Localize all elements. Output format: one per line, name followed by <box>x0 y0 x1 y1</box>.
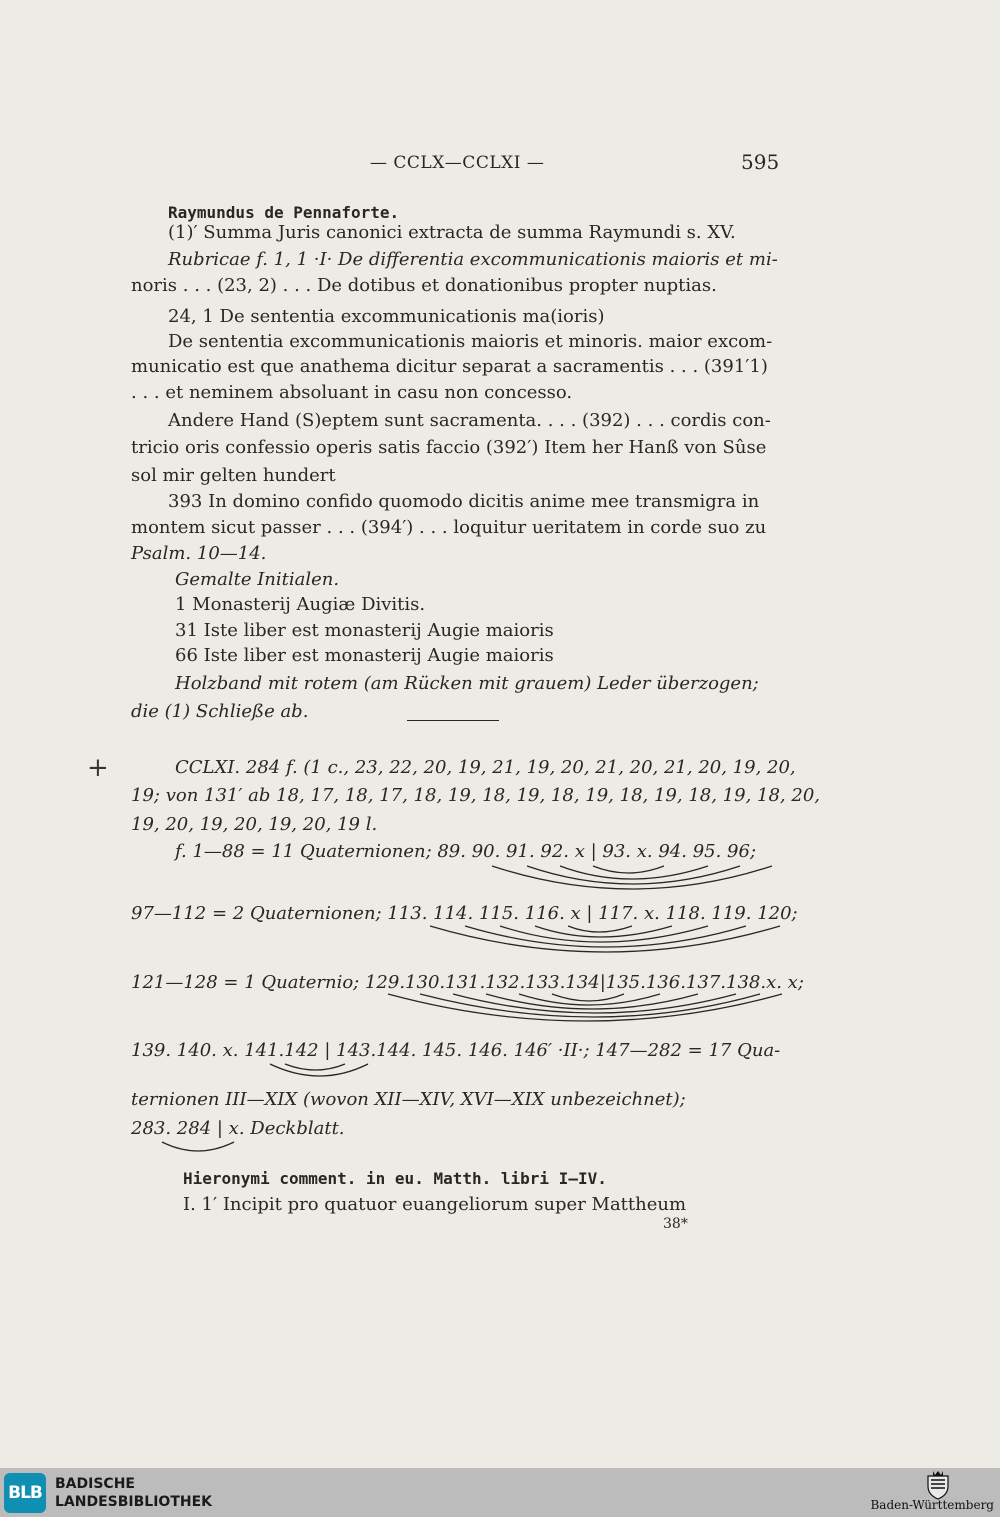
text-line: Rubricae f. 1, 1 ·I· De differentia excommunicationis maioris et mi- <box>168 249 778 270</box>
text-line: De sententia excommunicationis maioris et minoris. maior excom- <box>168 331 773 352</box>
blb-logo[interactable]: BLB <box>4 1473 46 1513</box>
arc <box>500 926 708 942</box>
running-header: — CCLX—CCLXI — <box>370 153 545 173</box>
signature-mark: 38* <box>663 1216 688 1232</box>
arc <box>527 866 740 884</box>
arc <box>453 994 736 1013</box>
state-label: Baden-Württemberg <box>870 1498 994 1512</box>
collation-line: 139. 140. x. 141.142 | 143.144. 145. 146. 146′ ·II·; 147—282 = 17 Qua- <box>131 1040 781 1061</box>
text-line: 31 Iste liber est monasterij Augie maioris <box>175 620 554 641</box>
text-line: montem sicut passer . . . (394′) . . . loquitur ueritatem in corde suo zu <box>131 517 767 538</box>
arc <box>388 994 782 1021</box>
coat-of-arms-icon <box>925 1470 951 1500</box>
arc <box>486 994 698 1009</box>
text-line: 66 Iste liber est monasterij Augie maioris <box>175 645 554 666</box>
arc <box>430 926 780 952</box>
text-line: Holzband mit rotem (am Rücken mit grauem) Leder überzogen; <box>175 673 759 694</box>
collation-line: f. 1—88 = 11 Quaternionen; 89. 90. 91. 92. x | 93. x. 94. 95. 96; <box>175 841 757 862</box>
text-line: 19; von 131′ ab 18, 17, 18, 17, 18, 19, 18, 19, 18, 19, 18, 19, 18, 19, 18, 20, <box>131 785 820 806</box>
arc <box>270 1064 368 1076</box>
text-line: CCLXI. 284 f. (1 c., 23, 22, 20, 19, 21, 19, 20, 21, 20, 21, 20, 19, 20, <box>175 757 796 778</box>
page-number: 595 <box>741 150 780 174</box>
arc <box>560 866 708 879</box>
arc <box>492 866 772 889</box>
footer-bar <box>0 1468 1000 1517</box>
section-heading: Hieronymi comment. in eu. Matth. libri I—IV. <box>183 1169 607 1188</box>
library-name[interactable] <box>55 1475 212 1511</box>
text-line: sol mir gelten hundert <box>131 465 336 486</box>
end-rule <box>407 720 499 721</box>
margin-mark: + <box>87 753 109 783</box>
text-line: Gemalte Initialen. <box>175 569 340 590</box>
text-line: 393 In domino confido quomodo dicitis anime mee transmigra in <box>168 491 760 512</box>
arc <box>162 1142 234 1151</box>
arc <box>519 994 660 1005</box>
arc <box>285 1064 345 1070</box>
text-line: I. 1′ Incipit pro quatuor euangeliorum super Mattheum <box>183 1194 687 1215</box>
arc <box>568 926 632 932</box>
text-line: 24, 1 De sententia excommunicationis ma(ioris) <box>168 306 605 327</box>
library-name-line2: LANDESBIBLIOTHEK <box>55 1494 213 1510</box>
text-line: municatio est que anathema dicitur separat a sacramentis . . . (391′1) <box>131 356 768 377</box>
collation-line: 97—112 = 2 Quaternionen; 113. 114. 115. 116. x | 117. x. 118. 119. 120; <box>131 903 798 924</box>
arc <box>465 926 746 947</box>
text-line: Psalm. 10—14. <box>131 543 267 564</box>
section-heading: Raymundus de Pennaforte. <box>168 203 400 222</box>
text-line: tricio oris confessio operis satis faccio (392′) Item her Hanß von Sûse <box>131 437 767 458</box>
arc <box>593 866 664 873</box>
arc <box>552 994 624 1001</box>
collation-line: 121—128 = 1 Quaternio; 129.130.131.132.133.134|135.136.137.138.x. x; <box>131 972 804 993</box>
text-line: (1)′ Summa Juris canonici extracta de summa Raymundi s. XV. <box>168 222 736 243</box>
arc <box>535 926 672 937</box>
text-line: . . . et neminem absoluant in casu non concesso. <box>131 382 573 403</box>
text-line: noris . . . (23, 2) . . . De dotibus et donationibus propter nuptias. <box>131 275 717 296</box>
text-line: die (1) Schließe ab. <box>131 701 309 722</box>
text-line: 1 Monasterij Augiæ Divitis. <box>175 594 426 615</box>
collation-line: ternionen III—XIX (wovon XII—XIV, XVI—XIX unbezeichnet); <box>131 1089 686 1110</box>
library-name-line1: BADISCHE <box>55 1476 135 1492</box>
text-line: Andere Hand (S)eptem sunt sacramenta. . . . (392) . . . cordis con- <box>168 410 771 431</box>
arc <box>420 994 760 1017</box>
collation-line: 283. 284 | x. Deckblatt. <box>131 1118 345 1139</box>
text-line: 19, 20, 19, 20, 19, 20, 19 l. <box>131 814 378 835</box>
